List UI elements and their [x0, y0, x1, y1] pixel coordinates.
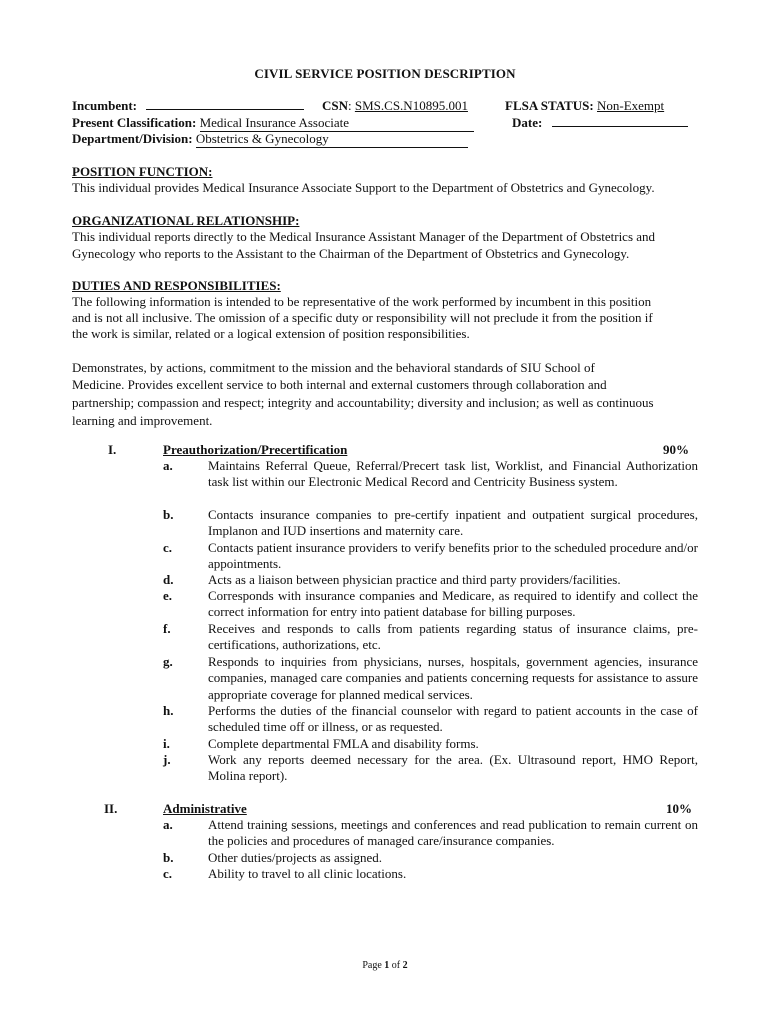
item-text: Corresponds with insurance companies and Medicare, as required to identify and collect the correct information for entry into patient database for billing purposes. — [208, 588, 698, 620]
classification-value: Medical Insurance Associate — [200, 115, 474, 132]
csn-value: SMS.CS.N10895.001 — [354, 98, 468, 113]
item-letter: h. — [163, 703, 174, 718]
item-letter: a. — [163, 458, 173, 473]
item-text: Attend training sessions, meetings and conferences and read publication to remain current on the policies and procedures of managed care/insurance companies. — [208, 817, 698, 849]
item-letter: b. — [163, 850, 174, 865]
item-letter: b. — [163, 507, 174, 522]
duties-heading: DUTIES AND RESPONSIBILITIES: — [72, 278, 281, 293]
item-letter: d. — [163, 572, 174, 587]
department-value: Obstetrics & Gynecology — [196, 131, 468, 148]
section-title: Preauthorization/Precertification — [163, 442, 348, 457]
item-letter: a. — [163, 817, 173, 832]
csn-label: CSN — [322, 98, 349, 113]
position-function-heading: POSITION FUNCTION: — [72, 164, 213, 179]
item-text: Maintains Referral Queue, Referral/Precert task list, Worklist, and Financial Authorization task list within our Electronic Medical Record and Centricity Business system. — [208, 458, 698, 490]
flsa-row — [505, 98, 664, 114]
page-footer — [0, 958, 770, 974]
section-percent: 90% — [663, 442, 689, 457]
section-percent: 10% — [666, 801, 692, 816]
page-word: Page — [362, 960, 382, 971]
org-relationship-line-1: This individual reports directly to the Medical Insurance Assistant Manager of the Department of Obstetrics and — [72, 229, 656, 244]
item-text: Work any reports deemed necessary for the area. (Ex. Ultrasound report, HMO Report, Molina report). — [208, 752, 698, 784]
department-row — [72, 131, 468, 148]
date-label: Date: — [512, 115, 543, 130]
mission-line-4: learning and improvement. — [72, 413, 213, 428]
position-function-text: This individual provides Medical Insurance Associate Support to the Department of Obstetrics and Gynecology. — [72, 180, 655, 195]
item-text: Acts as a liaison between physician practice and third party providers/facilities. — [208, 572, 621, 587]
item-text: Other duties/projects as assigned. — [208, 850, 383, 865]
org-relationship-heading: ORGANIZATIONAL RELATIONSHIP: — [72, 213, 300, 228]
item-letter: j. — [163, 752, 171, 767]
date-blank — [552, 115, 688, 127]
item-letter: i. — [163, 736, 170, 751]
item-letter: c. — [163, 866, 173, 881]
item-text: Performs the duties of the financial counselor with regard to patient accounts in the case of scheduled time off or illness, or as requested. — [208, 703, 698, 735]
flsa-label: FLSA STATUS: — [505, 98, 594, 113]
flsa-value: Non-Exempt — [597, 98, 665, 113]
mission-line-1: Demonstrates, by actions, commitment to the mission and the behavioral standards of SIU School of — [72, 360, 595, 375]
page-number: 1 — [384, 960, 390, 971]
item-letter: g. — [163, 654, 173, 669]
item-text: Responds to inquiries from physicians, nurses, hospitals, government agencies, insurance companies, managed care companies and patients concerning requests for assistance to assure appropriate coverage for planned medical services. — [208, 654, 698, 702]
item-text: Complete departmental FMLA and disability forms. — [208, 736, 479, 751]
duties-intro-line-3: the work is similar, related or a logical extension of position responsibilities. — [72, 326, 470, 341]
item-text: Contacts patient insurance providers to verify benefits prior to the scheduled procedure and/or appointments. — [208, 540, 698, 572]
incumbent-blank — [146, 98, 304, 110]
org-relationship-line-2: Gynecology who reports to the Assistant to the Chairman of the Department of Obstetrics and Gynecology. — [72, 246, 630, 261]
item-letter: c. — [163, 540, 173, 555]
mission-line-2: Medicine. Provides excellent service to both internal and external customers through collaboration and — [72, 377, 607, 392]
date-row — [512, 115, 688, 131]
duties-intro-line-1: The following information is intended to be representative of the work performed by incumbent in this position — [72, 294, 652, 309]
item-text: Receives and responds to calls from patients regarding status of insurance claims, pre-certifications, authorizations, etc. — [208, 621, 698, 653]
item-text: Ability to travel to all clinic locations. — [208, 866, 407, 881]
classification-label: Present Classification: — [72, 115, 197, 130]
csn-row: CSN: SMS.CS.N10895.001 — [322, 98, 468, 113]
section-title: Administrative — [163, 801, 247, 816]
document-title: CIVIL SERVICE POSITION DESCRIPTION — [254, 66, 516, 81]
classification-row — [72, 115, 474, 132]
department-label: Department/Division: — [72, 131, 193, 146]
incumbent-label: Incumbent: — [72, 98, 138, 113]
incumbent-row — [72, 98, 304, 114]
of-word: of — [391, 960, 401, 971]
section-number: I. — [108, 442, 117, 457]
page-total: 2 — [402, 960, 408, 971]
item-letter: f. — [163, 621, 171, 636]
duties-intro-line-2: and is not all inclusive. The omission of a specific duty or responsibility will not preclude it from the position if — [72, 310, 653, 325]
item-text: Contacts insurance companies to pre-certify inpatient and outpatient surgical procedures, Implanon and IUD insertions and maternity care. — [208, 507, 698, 539]
mission-line-3: partnership; compassion and respect; integrity and accountability; diversity and inclusion; as well as continuous — [72, 395, 654, 410]
section-number: II. — [104, 801, 118, 816]
item-letter: e. — [163, 588, 173, 603]
